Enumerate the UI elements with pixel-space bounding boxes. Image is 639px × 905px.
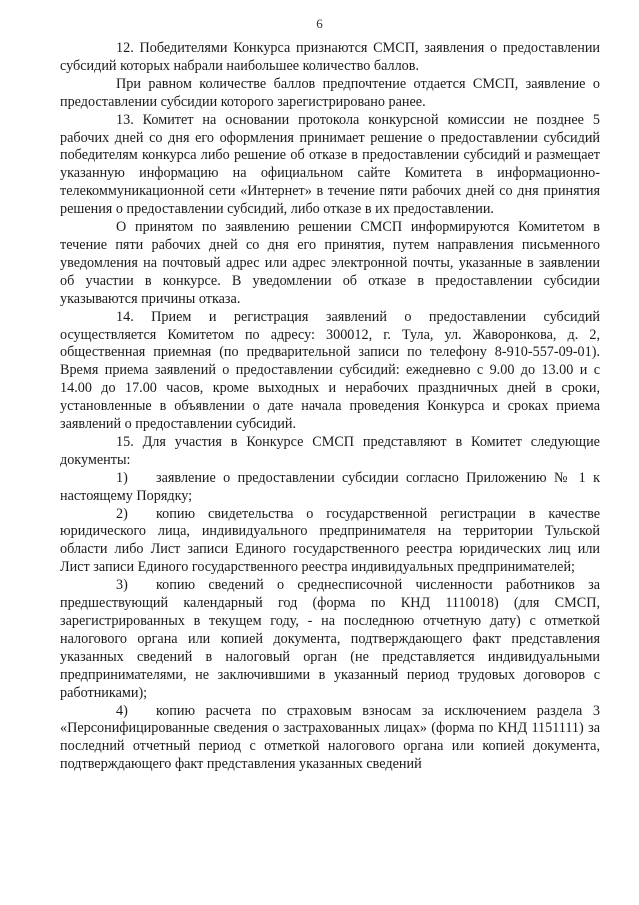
- list-item: [60, 703, 600, 775]
- list-item-number: 4): [116, 702, 128, 719]
- document-body: [60, 40, 600, 774]
- list-item-text: копию свидетельства о государственной регистрации в качестве юридического лица, индивидуального предпринимателя на территории Тульской области либо Лист записи Единого государственного реестра юридических лиц или Лист записи Единого государственного реестра индивидуальных предпринимателей;: [60, 505, 600, 576]
- list-item-number: 3): [116, 577, 128, 594]
- paragraph-13: 13. Комитет на основании протокола конкурсной комиссии не позднее 5 рабочих дней со дня его оформления принимает решение о предоставлении субсидий победителям конкурса либо решение об отказе в предоставлении субсидий и размещает указанную информацию на официальном сайте Комитета в информационно-телекоммуникационной сети «Интернет» в течение пяти рабочих дней со дня принятия решения о предоставлении субсидий, либо отказе в их предоставлении.: [60, 111, 600, 218]
- list-item-text: заявление о предоставлении субсидии согласно Приложению № 1 к настоящему Порядку;: [60, 469, 600, 504]
- paragraph-15: 15. Для участия в Конкурсе СМСП представляют в Комитет следующие документы:: [60, 433, 600, 468]
- paragraph-12: 12. Победителями Конкурса признаются СМСП, заявления о предоставлении субсидий которых набрали наибольшее количество баллов.: [60, 40, 600, 74]
- list-item-number: 1): [116, 469, 128, 486]
- list-item-number: 2): [116, 505, 128, 522]
- page-number: 6: [316, 16, 323, 31]
- paragraph-13-notification: О принятом по заявлению решении СМСП информируются Комитетом в течение пяти рабочих дней со дня его принятия, путем направления письменного уведомления на почтовый адрес или адрес электронной почты, указанные в заявлении об участии в конкурсе. В уведомлении об отказе в предоставлении субсидии указываются причины отказа.: [60, 219, 600, 307]
- list-item: [60, 577, 600, 702]
- list-item-text: копию расчета по страховым взносам за исключением раздела 3 «Персонифицированные сведения о застрахованных лицах» (форма по КНД 1151111) за последний отчетный период с отметкой налогового органа или копией документа, подтверждающего факт представления указанных сведений: [60, 702, 600, 773]
- list-item: [60, 506, 600, 578]
- paragraph-14: 14. Прием и регистрация заявлений о предоставлении субсидий осуществляется Комитетом по адресу: 300012, г. Тула, ул. Жаворонкова, д. 2, общественная приемная (по предварительной записи по телефону 8-910-557-09-01). Время приема заявлений о предоставлении субсидий: ежедневно с 9.00 до 13.00 и с 14.00 до 17.00 часов, кроме выходных и нерабочих праздничных дней в сроки, установленные в объявлении о дате начала проведения Конкурса и сроках приема заявлений о предоставлении субсидий.: [60, 308, 600, 433]
- list-item: [60, 470, 600, 506]
- list-item-text: копию сведений о среднесписочной численности работников за предшествующий календарный год (форма по КНД 1110018) (для СМСП, зарегистрированных в текущем году, - на последнюю отчетную дату) с отметкой налогового органа или копией документа, подтверждающего факт представления указанных сведений в налоговый орган (не представляется индивидуальными предпринимателями, не заключившими в указанный период трудовых договоров с работниками);: [60, 577, 600, 701]
- paragraph-12-priority: При равном количестве баллов предпочтение отдается СМСП, заявление о предоставлении субсидии которого зарегистрировано ранее.: [60, 75, 600, 110]
